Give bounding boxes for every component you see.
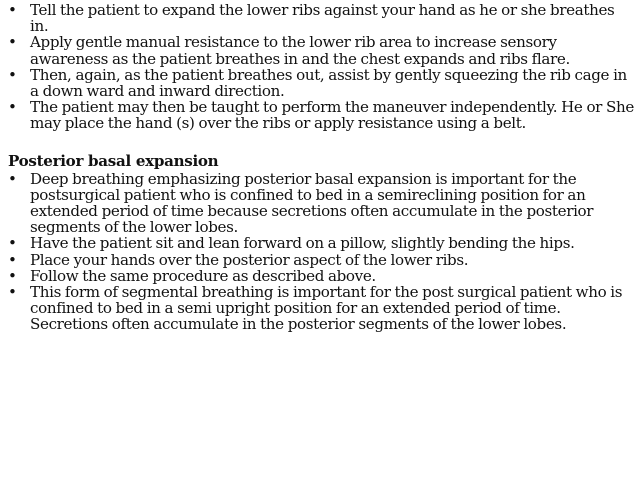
bullet-text: Follow the same procedure as described above.: [30, 266, 376, 285]
section-heading: Posterior basal expansion: [8, 151, 219, 170]
bullet-text: Deep breathing emphasizing posterior basal expansion is important for the postsurgical patient who is confined to bed in a semireclining position for an extended period of time because secretions often accumulate in the posterior segments of the lower lobes.: [30, 169, 594, 237]
bullet-item: [8, 171, 634, 236]
bullet-icon: •: [8, 33, 17, 52]
bullet-text: Apply gentle manual resistance to the lower rib area to increase sensory awareness as the patient breathes in and the chest expands and ribs flare.: [30, 33, 570, 68]
bullet-icon: •: [8, 250, 17, 269]
bullet-text: Then, again, as the patient breathes out, assist by gently squeezing the rib cage in a down ward and inward direction.: [30, 65, 627, 101]
bullet-text: This form of segmental breathing is important for the post surgical patient who is confined to bed in a semi upright position for an extended period of time. Secretions often accumulate in the posterior segments of the lower lobes.: [30, 283, 623, 334]
bullet-item: [8, 67, 634, 99]
bullet-icon: •: [8, 234, 17, 253]
bullet-item: [8, 268, 634, 284]
bullet-text: Have the patient sit and lean forward on a pillow, slightly bending the hips.: [30, 234, 575, 253]
slide-content: [8, 2, 634, 333]
bullet-item: [8, 235, 634, 251]
bullet-item: [8, 252, 634, 268]
bullet-icon: •: [8, 283, 17, 302]
bullet-item: [8, 99, 634, 131]
bullet-icon: •: [8, 98, 17, 117]
bullet-list-1: [8, 2, 634, 132]
bullet-item: [8, 34, 634, 66]
bullet-item: [8, 284, 634, 333]
bullet-list-2: [8, 171, 634, 333]
bullet-icon: •: [8, 65, 17, 84]
bullet-icon: •: [8, 169, 17, 188]
bullet-text: Tell the patient to expand the lower ribs against your hand as he or she breathes in.: [30, 1, 615, 36]
bullet-item: [8, 2, 634, 34]
bullet-text: The patient may then be taught to perform the maneuver independently. He or She may place the hand (s) over the ribs or apply resistance using a belt.: [30, 98, 634, 133]
bullet-icon: •: [8, 1, 17, 19]
bullet-text: Place your hands over the posterior aspect of the lower ribs.: [30, 250, 469, 269]
bullet-icon: •: [8, 266, 17, 285]
